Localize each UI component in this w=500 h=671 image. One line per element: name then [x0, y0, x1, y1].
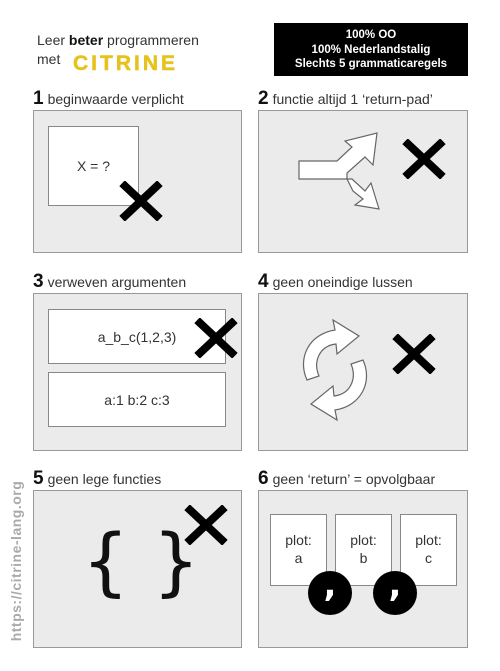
good-call-text: a:1 b:2 c:3 — [104, 391, 170, 408]
code-text: X = ? — [76, 158, 111, 174]
plot-name: c — [425, 550, 432, 566]
section-number: 4 — [258, 271, 269, 292]
section-2-heading — [258, 88, 433, 110]
features-box — [274, 23, 468, 76]
merge-arrow-icon — [297, 129, 397, 211]
tagline-bold: beter — [68, 32, 104, 48]
plot-label: plot: — [415, 532, 442, 548]
feature-line: 100% Nederlandstalig — [311, 43, 431, 56]
section-title: geen lege functies — [47, 471, 162, 487]
panel-5 — [33, 490, 242, 648]
plot-name: a — [294, 550, 303, 566]
cross-icon — [402, 139, 446, 179]
section-title: beginwaarde verplicht — [47, 91, 184, 107]
section-title: geen ‘return’ = opvolgbaar — [272, 471, 436, 487]
cross-icon — [119, 181, 163, 221]
panel-1 — [33, 110, 242, 253]
citrine-logo-text: CITRINE — [73, 52, 178, 73]
section-title: geen oneindige lussen — [272, 274, 413, 290]
feature-line: 100% OO — [345, 29, 397, 41]
section-number: 1 — [33, 88, 44, 109]
cycle-arrows-icon — [287, 318, 383, 422]
plot-label: plot: — [285, 532, 312, 548]
section-title: verweven argumenten — [47, 274, 187, 290]
cross-icon — [392, 334, 436, 374]
cross-icon — [194, 318, 238, 358]
bad-call-text: a_b_c(1,2,3) — [97, 328, 177, 345]
panel-2 — [258, 110, 468, 253]
section-number: 6 — [258, 468, 269, 489]
plot-label: plot: — [350, 532, 377, 548]
panel-3 — [33, 293, 242, 451]
section-1-heading — [33, 88, 184, 110]
feature-line: Slechts 5 grammaticaregels — [294, 58, 448, 70]
good-call-box — [48, 372, 226, 427]
section-number: 2 — [258, 88, 269, 109]
panel-6 — [258, 490, 468, 648]
citrine-logo — [73, 51, 213, 73]
tagline-text-end: programmeren — [103, 32, 199, 48]
section-5-heading — [33, 468, 161, 490]
braces-icon: { } — [82, 519, 200, 605]
section-3-heading — [33, 271, 186, 293]
section-number: 3 — [33, 271, 44, 292]
comma-badge: , — [308, 571, 352, 615]
tagline-met: met — [37, 51, 61, 67]
plot-name: b — [359, 550, 368, 566]
section-number: 5 — [33, 468, 44, 489]
section-4-heading — [258, 271, 413, 293]
section-title: functie altijd 1 ‘return-pad’ — [272, 91, 433, 107]
tagline-text: Leer — [37, 32, 69, 48]
comma-badge: , — [373, 571, 417, 615]
section-6-heading — [258, 468, 435, 490]
cross-icon — [184, 505, 228, 545]
panel-4 — [258, 293, 468, 451]
site-url[interactable]: https://citrine-lang.org — [8, 480, 24, 642]
